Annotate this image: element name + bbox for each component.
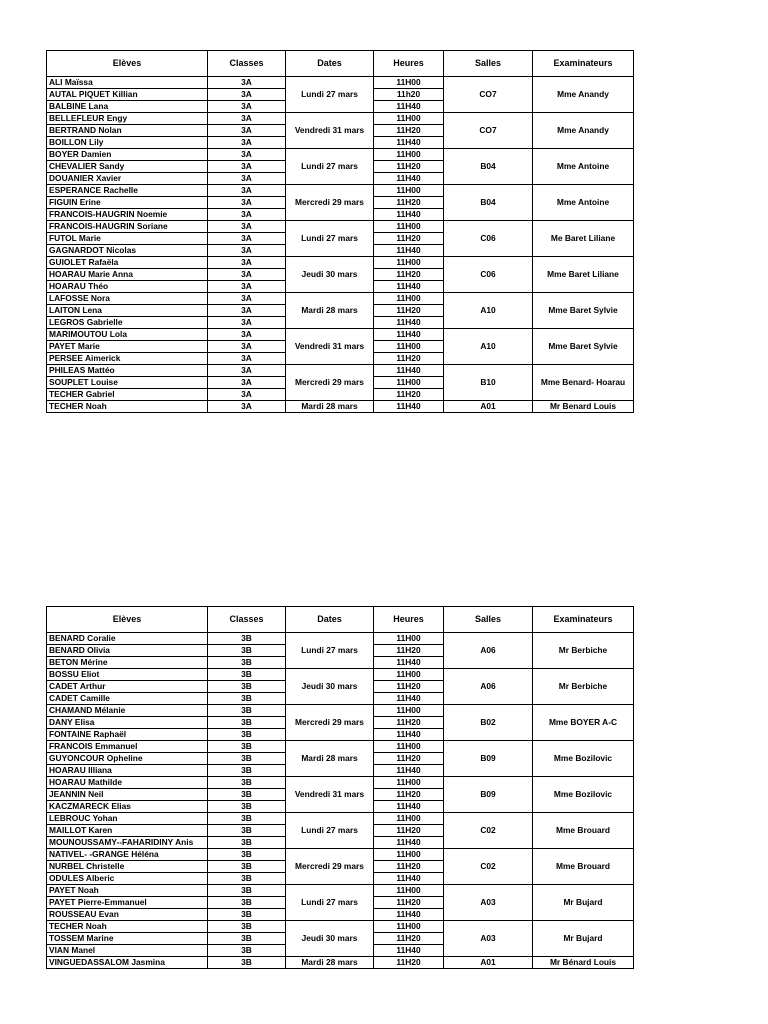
hour-cell: 11H40 [374,729,444,741]
class-cell: 3B [208,909,286,921]
class-cell: 3A [208,293,286,305]
student-name: NATIVEL- -GRANGE Héléna [47,849,208,861]
class-cell: 3B [208,633,286,645]
hour-cell: 11H20 [374,789,444,801]
hour-cell: 11H00 [374,741,444,753]
student-name: BETON Mérine [47,657,208,669]
student-name: PAYET Noah [47,885,208,897]
examiner-cell: Mme Antoine [533,149,634,185]
student-name: ALI Maïssa [47,77,208,89]
header-classes: Classes [208,607,286,633]
class-cell: 3B [208,717,286,729]
class-cell: 3B [208,777,286,789]
class-cell: 3A [208,161,286,173]
header-salles: Salles [444,607,533,633]
hour-cell: 11H20 [374,161,444,173]
student-name: HOARAU Théo [47,281,208,293]
hour-cell: 11H40 [374,281,444,293]
class-cell: 3A [208,377,286,389]
class-cell: 3A [208,329,286,341]
header-dates: Dates [286,51,374,77]
student-name: BOYER Damien [47,149,208,161]
student-name: TOSSEM Marine [47,933,208,945]
date-cell: Vendredi 31 mars [286,113,374,149]
header-salles: Salles [444,51,533,77]
class-cell: 3B [208,657,286,669]
table-row [47,633,634,645]
hour-cell: 11H00 [374,921,444,933]
examiner-cell: Mme Bozilovic [533,741,634,777]
class-cell: 3B [208,813,286,825]
class-cell: 3A [208,113,286,125]
room-cell: A01 [444,957,533,969]
student-name: FIGUIN Erine [47,197,208,209]
table-row [47,777,634,789]
student-name: SOUPLET Louise [47,377,208,389]
class-cell: 3A [208,401,286,413]
hour-cell: 11H00 [374,293,444,305]
student-name: TECHER Noah [47,401,208,413]
student-name: BELLEFLEUR Engy [47,113,208,125]
date-cell: Lundi 27 mars [286,149,374,185]
table-row [47,293,634,305]
student-name: FRANCOIS-HAUGRIN Noemie [47,209,208,221]
date-cell: Mardi 28 mars [286,293,374,329]
class-cell: 3B [208,897,286,909]
hour-cell: 11H20 [374,717,444,729]
table-row [47,741,634,753]
room-cell: A03 [444,921,533,957]
class-cell: 3B [208,729,286,741]
hour-cell: 11H40 [374,909,444,921]
student-name: BENARD Coralie [47,633,208,645]
hour-cell: 11H20 [374,389,444,401]
room-cell: C06 [444,257,533,293]
table-row [47,401,634,413]
table-row [47,257,634,269]
hour-cell: 11H00 [374,341,444,353]
hour-cell: 11H40 [374,693,444,705]
class-cell: 3A [208,197,286,209]
examiner-cell: Mr Bujard [533,921,634,957]
class-cell: 3B [208,801,286,813]
header-eleves: Elèves [47,607,208,633]
room-cell: A01 [444,401,533,413]
class-cell: 3A [208,209,286,221]
class-cell: 3A [208,389,286,401]
hour-cell: 11H00 [374,777,444,789]
class-cell: 3B [208,837,286,849]
examiner-cell: Mme Brouard [533,849,634,885]
student-name: FUTOL Marie [47,233,208,245]
class-cell: 3B [208,681,286,693]
student-name: TECHER Gabriel [47,389,208,401]
examiner-cell: Mr Bénard Louis [533,957,634,969]
hour-cell: 11H40 [374,801,444,813]
student-name: BOILLON Lily [47,137,208,149]
hour-cell: 11H20 [374,957,444,969]
student-name: MAILLOT Karen [47,825,208,837]
hour-cell: 11H20 [374,861,444,873]
hour-cell: 11H20 [374,305,444,317]
student-name: JEANNIN Neil [47,789,208,801]
hour-cell: 11H00 [374,849,444,861]
hour-cell: 11H40 [374,329,444,341]
student-name: BOSSU Eliot [47,669,208,681]
hour-cell: 11H40 [374,173,444,185]
student-name: ODULES Alberic [47,873,208,885]
student-name: PERSEE Aimerick [47,353,208,365]
class-cell: 3B [208,669,286,681]
room-cell: B09 [444,777,533,813]
examiner-cell: Mr Berbiche [533,633,634,669]
header-classes: Classes [208,51,286,77]
room-cell: CO7 [444,77,533,113]
hour-cell: 11H00 [374,377,444,389]
student-name: HOARAU Mathilde [47,777,208,789]
hour-cell: 11h20 [374,89,444,101]
examiner-cell: Mme Baret Liliane [533,257,634,293]
room-cell: C06 [444,221,533,257]
class-cell: 3A [208,317,286,329]
room-cell: B09 [444,741,533,777]
student-name: MARIMOUTOU Lola [47,329,208,341]
hour-cell: 11H00 [374,633,444,645]
class-cell: 3B [208,705,286,717]
class-cell: 3A [208,269,286,281]
room-cell: CO7 [444,113,533,149]
hour-cell: 11H20 [374,825,444,837]
student-name: VIAN Manel [47,945,208,957]
class-cell: 3A [208,305,286,317]
schedule-table-3b [46,606,634,969]
student-name: ESPERANCE Rachelle [47,185,208,197]
examiner-cell: Mme Benard- Hoarau [533,365,634,401]
date-cell: Jeudi 30 mars [286,921,374,957]
room-cell: B04 [444,185,533,221]
student-name: TECHER Noah [47,921,208,933]
student-name: LAITON Lena [47,305,208,317]
date-cell: Lundi 27 mars [286,633,374,669]
date-cell: Lundi 27 mars [286,813,374,849]
table-row [47,365,634,377]
class-cell: 3A [208,353,286,365]
examiner-cell: Mme Bozilovic [533,777,634,813]
date-cell: Lundi 27 mars [286,77,374,113]
room-cell: B04 [444,149,533,185]
hour-cell: 11H40 [374,945,444,957]
examiner-cell: Mme Brouard [533,813,634,849]
hour-cell: 11H40 [374,837,444,849]
date-cell: Mercredi 29 mars [286,365,374,401]
student-name: MOUNOUSSAMY--FAHARIDINY Anis [47,837,208,849]
class-cell: 3A [208,125,286,137]
header-heures: Heures [374,607,444,633]
student-name: PAYET Pierre-Emmanuel [47,897,208,909]
student-name: BENARD Olivia [47,645,208,657]
table-row [47,921,634,933]
table-row [47,329,634,341]
student-name: FRANCOIS-HAUGRIN Soriane [47,221,208,233]
student-name: DOUANIER Xavier [47,173,208,185]
class-cell: 3B [208,753,286,765]
hour-cell: 11H40 [374,365,444,377]
date-cell: Vendredi 31 mars [286,329,374,365]
date-cell: Mercredi 29 mars [286,849,374,885]
hour-cell: 11H40 [374,657,444,669]
header-heures: Heures [374,51,444,77]
hour-cell: 11H40 [374,401,444,413]
class-cell: 3A [208,281,286,293]
header-examinateurs: Examinateurs [533,607,634,633]
table-row [47,185,634,197]
date-cell: Mardi 28 mars [286,741,374,777]
header-row [47,607,634,633]
class-cell: 3A [208,173,286,185]
student-name: NURBEL Christelle [47,861,208,873]
class-cell: 3B [208,873,286,885]
hour-cell: 11H00 [374,257,444,269]
class-cell: 3B [208,825,286,837]
hour-cell: 11H00 [374,885,444,897]
class-cell: 3A [208,341,286,353]
hour-cell: 11H00 [374,77,444,89]
student-name: HOARAU Illiana [47,765,208,777]
hour-cell: 11H00 [374,669,444,681]
class-cell: 3A [208,221,286,233]
hour-cell: 11H20 [374,645,444,657]
room-cell: B02 [444,705,533,741]
student-name: VINGUEDASSALOM Jasmina [47,957,208,969]
class-cell: 3A [208,257,286,269]
hour-cell: 11H40 [374,245,444,257]
hour-cell: 11H20 [374,197,444,209]
class-cell: 3B [208,741,286,753]
table-body [47,77,634,413]
date-cell: Mercredi 29 mars [286,705,374,741]
class-cell: 3B [208,765,286,777]
date-cell: Mardi 28 mars [286,957,374,969]
hour-cell: 11H20 [374,233,444,245]
table-row [47,669,634,681]
room-cell: A06 [444,633,533,669]
hour-cell: 11H40 [374,765,444,777]
class-cell: 3B [208,945,286,957]
examiner-cell: Mme Baret Sylvie [533,293,634,329]
student-name: CADET Camille [47,693,208,705]
student-name: LEBROUC Yohan [47,813,208,825]
student-name: PAYET Marie [47,341,208,353]
class-cell: 3A [208,137,286,149]
table-row [47,77,634,89]
hour-cell: 11H20 [374,933,444,945]
table-row [47,113,634,125]
table-row [47,885,634,897]
hour-cell: 11H20 [374,897,444,909]
schedule-table-3a [46,50,634,413]
student-name: CHAMAND Mélanie [47,705,208,717]
student-name: HOARAU Marie Anna [47,269,208,281]
room-cell: C02 [444,849,533,885]
hour-cell: 11H20 [374,681,444,693]
class-cell: 3A [208,149,286,161]
class-cell: 3B [208,789,286,801]
class-cell: 3A [208,245,286,257]
header-dates: Dates [286,607,374,633]
room-cell: A03 [444,885,533,921]
student-name: LAFOSSE Nora [47,293,208,305]
class-cell: 3B [208,957,286,969]
student-name: CHEVALIER Sandy [47,161,208,173]
room-cell: A10 [444,329,533,365]
hour-cell: 11H00 [374,813,444,825]
header-row [47,51,634,77]
hour-cell: 11H00 [374,705,444,717]
student-name: CADET Arthur [47,681,208,693]
examiner-cell: Mme BOYER A-C [533,705,634,741]
student-name: LEGROS Gabrielle [47,317,208,329]
table-row [47,957,634,969]
table-row [47,149,634,161]
header-examinateurs: Examinateurs [533,51,634,77]
date-cell: Jeudi 30 mars [286,669,374,705]
date-cell: Vendredi 31 mars [286,777,374,813]
class-cell: 3B [208,921,286,933]
hour-cell: 11H40 [374,209,444,221]
class-cell: 3B [208,645,286,657]
hour-cell: 11H00 [374,185,444,197]
student-name: GAGNARDOT Nicolas [47,245,208,257]
class-cell: 3B [208,861,286,873]
examiner-cell: Mme Anandy [533,113,634,149]
student-name: FONTAINE Raphaël [47,729,208,741]
hour-cell: 11H20 [374,753,444,765]
hour-cell: 11H00 [374,221,444,233]
table-row [47,849,634,861]
student-name: DANY Elisa [47,717,208,729]
examiner-cell: Mr Bujard [533,885,634,921]
class-cell: 3A [208,365,286,377]
class-cell: 3B [208,885,286,897]
examiner-cell: Mr Berbiche [533,669,634,705]
examiner-cell: Mme Anandy [533,77,634,113]
date-cell: Lundi 27 mars [286,885,374,921]
hour-cell: 11H00 [374,113,444,125]
student-name: KACZMARECK Elias [47,801,208,813]
examiner-cell: Mme Antoine [533,185,634,221]
hour-cell: 11H20 [374,125,444,137]
student-name: GUIOLET Rafaëla [47,257,208,269]
room-cell: B10 [444,365,533,401]
student-name: BALBINE Lana [47,101,208,113]
hour-cell: 11H40 [374,873,444,885]
date-cell: Jeudi 30 mars [286,257,374,293]
date-cell: Mardi 28 mars [286,401,374,413]
class-cell: 3A [208,89,286,101]
student-name: PHILEAS Mattéo [47,365,208,377]
class-cell: 3A [208,233,286,245]
header-eleves: Elèves [47,51,208,77]
room-cell: A10 [444,293,533,329]
examiner-cell: Me Baret Liliane [533,221,634,257]
class-cell: 3A [208,185,286,197]
student-name: AUTAL PIQUET Killian [47,89,208,101]
room-cell: C02 [444,813,533,849]
date-cell: Mercredi 29 mars [286,185,374,221]
examiner-cell: Mr Benard Louis [533,401,634,413]
hour-cell: 11H00 [374,149,444,161]
class-cell: 3A [208,77,286,89]
examiner-cell: Mme Baret Sylvie [533,329,634,365]
room-cell: A06 [444,669,533,705]
class-cell: 3B [208,693,286,705]
hour-cell: 11H20 [374,269,444,281]
class-cell: 3A [208,101,286,113]
hour-cell: 11H40 [374,137,444,149]
class-cell: 3B [208,933,286,945]
student-name: GUYONCOUR Opheline [47,753,208,765]
student-name: FRANCOIS Emmanuel [47,741,208,753]
table-body [47,633,634,969]
date-cell: Lundi 27 mars [286,221,374,257]
student-name: BERTRAND Nolan [47,125,208,137]
class-cell: 3B [208,849,286,861]
student-name: ROUSSEAU Evan [47,909,208,921]
table-row [47,813,634,825]
hour-cell: 11H40 [374,317,444,329]
table-row [47,705,634,717]
table-row [47,221,634,233]
hour-cell: 11H40 [374,101,444,113]
hour-cell: 11H20 [374,353,444,365]
